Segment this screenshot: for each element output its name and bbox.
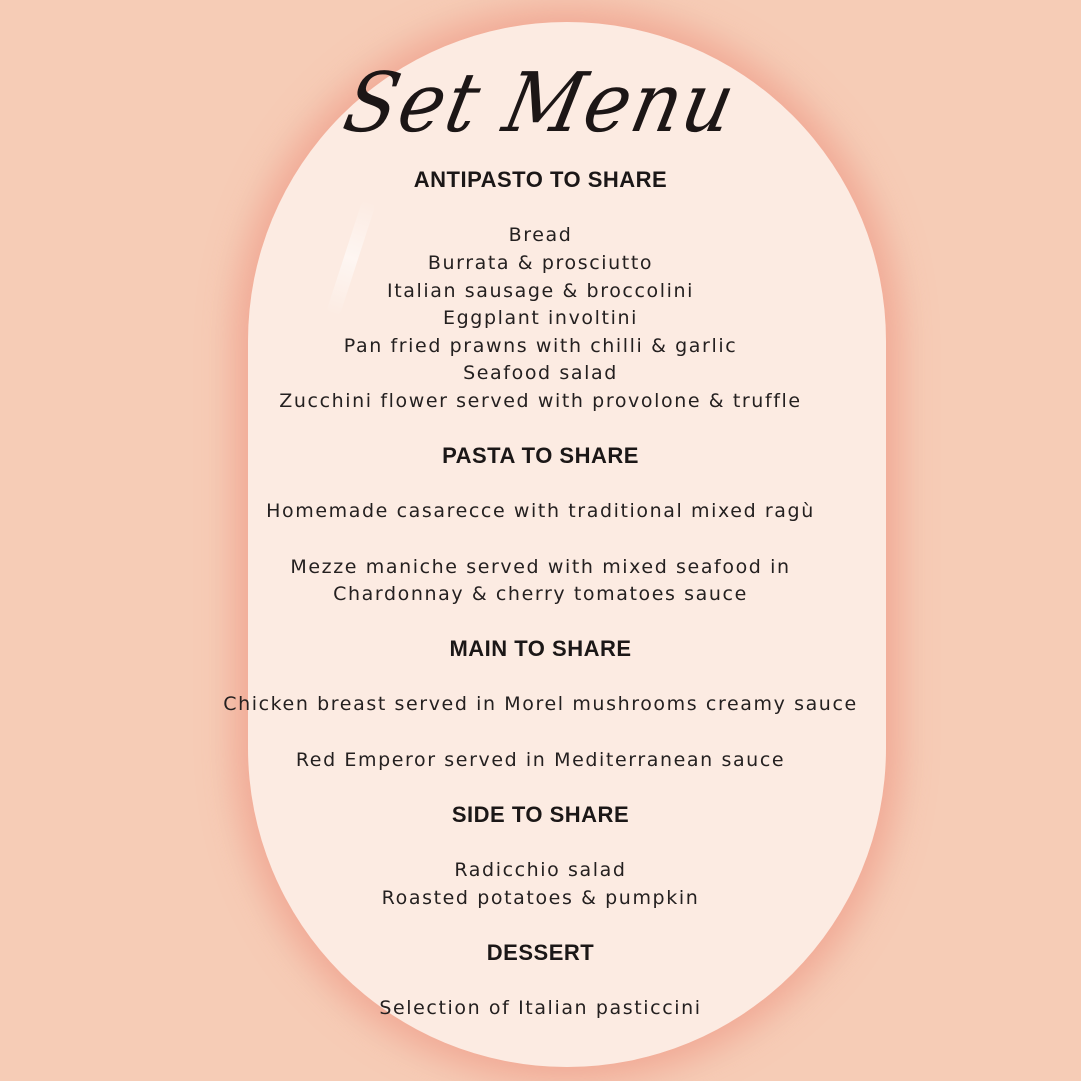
menu-item: Radicchio salad bbox=[454, 859, 627, 881]
section-heading-antipasto: ANTIPASTO TO SHARE bbox=[413, 167, 668, 192]
section-heading-pasta: PASTA TO SHARE bbox=[442, 443, 639, 468]
menu-item: Burrata & prosciutto bbox=[427, 252, 654, 274]
menu-item: Red Emperor served in Mediterranean sauce bbox=[295, 749, 786, 771]
menu-item: Eggplant involtini bbox=[443, 307, 638, 329]
menu-item: Mezze maniche served with mixed seafood in bbox=[290, 556, 791, 578]
menu-item: Homemade casarecce with traditional mixed ragù bbox=[266, 500, 815, 522]
section-heading-main: MAIN TO SHARE bbox=[449, 636, 632, 661]
menu-item: Pan fried prawns with chilli & garlic bbox=[343, 335, 738, 357]
menu-item: Zucchini flower served with provolone & truffle bbox=[279, 390, 802, 412]
menu-item: Selection of Italian pasticcini bbox=[379, 997, 702, 1019]
section-heading-side: SIDE TO SHARE bbox=[451, 802, 630, 827]
menu-item: Roasted potatoes & pumpkin bbox=[381, 887, 700, 909]
menu-item: Italian sausage & broccolini bbox=[386, 280, 695, 302]
section-heading-dessert: DESSERT bbox=[486, 940, 595, 965]
menu-item: Chicken breast served in Morel mushrooms creamy sauce bbox=[223, 693, 858, 715]
menu-title: Set Menu bbox=[336, 54, 746, 151]
menu-item: Bread bbox=[508, 224, 573, 246]
menu-item: Chardonnay & cherry tomatoes sauce bbox=[333, 583, 748, 605]
menu-item: Seafood salad bbox=[463, 362, 618, 384]
